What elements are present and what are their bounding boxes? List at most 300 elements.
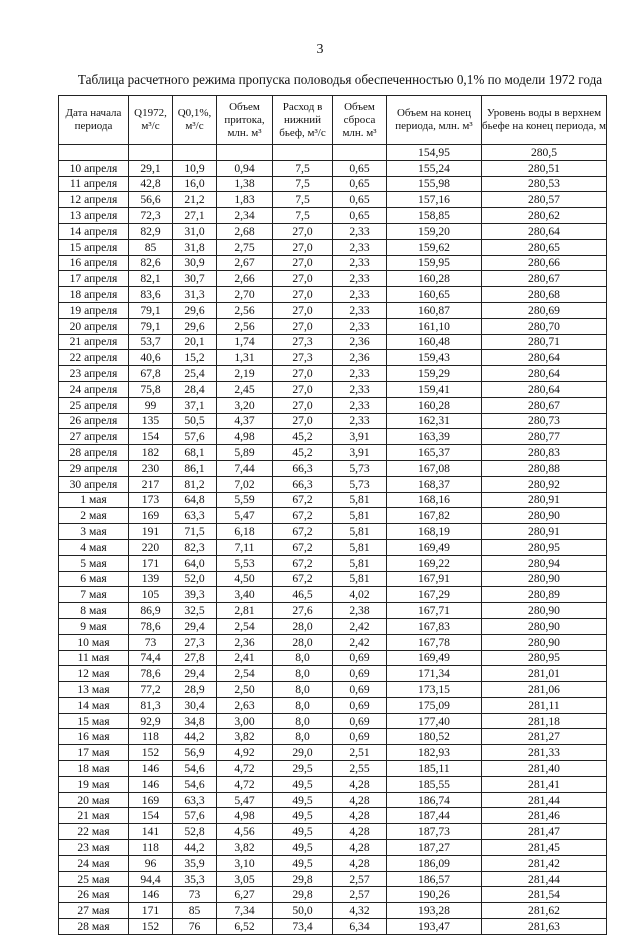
cell-flow: 49,5	[273, 840, 333, 856]
page-number: 3	[316, 42, 324, 57]
cell-dump: 6,34	[333, 919, 387, 935]
cell-dump: 0,69	[333, 713, 387, 729]
table-row	[59, 287, 607, 303]
cell-inflow: 3,05	[217, 871, 273, 887]
cell-inflow: 2,70	[217, 287, 273, 303]
cell-inflow: 4,37	[217, 413, 273, 429]
cell-dump: 5,81	[333, 571, 387, 587]
cell-inflow: 1,83	[217, 192, 273, 208]
cell-date: 17 апреля	[59, 271, 129, 287]
cell-dump: 4,02	[333, 587, 387, 603]
cell-inflow: 5,47	[217, 792, 273, 808]
cell-q1972: 135	[129, 413, 173, 429]
cell-flow: 8,0	[273, 713, 333, 729]
cell-q1972: 73	[129, 634, 173, 650]
table-row	[59, 208, 607, 224]
header-volume: Объем на конец периода, млн. м³	[387, 96, 482, 145]
cell-date: 10 мая	[59, 634, 129, 650]
cell-inflow: 1,74	[217, 334, 273, 350]
cell-volume: 169,49	[387, 539, 482, 555]
cell-date: 8 мая	[59, 603, 129, 619]
table-row	[59, 413, 607, 429]
cell-level: 281,40	[482, 761, 607, 777]
cell-date: 1 мая	[59, 492, 129, 508]
cell-volume: 185,11	[387, 761, 482, 777]
cell-level: 280,89	[482, 587, 607, 603]
table-row	[59, 761, 607, 777]
cell-flow: 8,0	[273, 697, 333, 713]
cell-q1972: 146	[129, 776, 173, 792]
cell-volume: 177,40	[387, 713, 482, 729]
table-row	[59, 666, 607, 682]
table-row	[59, 223, 607, 239]
cell-flow: 27,0	[273, 413, 333, 429]
cell-flow: 7,5	[273, 192, 333, 208]
cell-q01: 20,1	[173, 334, 217, 350]
cell-q1972: 75,8	[129, 381, 173, 397]
cell-volume: 167,78	[387, 634, 482, 650]
cell-dump: 4,28	[333, 808, 387, 824]
cell-level: 281,63	[482, 919, 607, 935]
cell-dump: 2,33	[333, 318, 387, 334]
cell-q1972: 141	[129, 824, 173, 840]
cell-q01: 32,5	[173, 603, 217, 619]
cell-q1972: 99	[129, 397, 173, 413]
cell-q1972: 56,6	[129, 192, 173, 208]
cell-inflow: 2,45	[217, 381, 273, 397]
cell-inflow: 7,11	[217, 539, 273, 555]
table-row	[59, 555, 607, 571]
cell-q01: 64,8	[173, 492, 217, 508]
table-row	[59, 381, 607, 397]
cell-flow: 27,0	[273, 381, 333, 397]
cell-q01: 15,2	[173, 350, 217, 366]
table-row	[59, 429, 607, 445]
table-row	[59, 524, 607, 540]
cell-flow: 27,0	[273, 287, 333, 303]
cell-dump: 4,28	[333, 792, 387, 808]
cell-level: 280,83	[482, 445, 607, 461]
cell-q01: 35,3	[173, 871, 217, 887]
cell-flow: 45,2	[273, 429, 333, 445]
cell-flow: 8,0	[273, 666, 333, 682]
cell-q1972: 139	[129, 571, 173, 587]
cell-flow: 49,5	[273, 808, 333, 824]
header-flow: Расход в нижний бьеф, м³/с	[273, 96, 333, 145]
cell-dump: 4,28	[333, 840, 387, 856]
cell-dump: 2,57	[333, 871, 387, 887]
cell-inflow: 4,72	[217, 776, 273, 792]
cell-level: 280,64	[482, 381, 607, 397]
table-row	[59, 239, 607, 255]
cell-dump: 5,81	[333, 492, 387, 508]
table-row	[59, 318, 607, 334]
cell-volume: 157,16	[387, 192, 482, 208]
cell-date	[59, 145, 129, 161]
cell-flow: 27,0	[273, 397, 333, 413]
cell-date: 28 апреля	[59, 445, 129, 461]
table-row	[59, 840, 607, 856]
cell-level: 281,62	[482, 903, 607, 919]
cell-q1972: 83,6	[129, 287, 173, 303]
cell-dump: 0,65	[333, 192, 387, 208]
cell-flow: 66,3	[273, 476, 333, 492]
cell-level: 280,94	[482, 555, 607, 571]
cell-level: 280,92	[482, 476, 607, 492]
table-row	[59, 919, 607, 935]
cell-dump: 0,69	[333, 697, 387, 713]
cell-inflow: 2,67	[217, 255, 273, 271]
cell-q01: 27,3	[173, 634, 217, 650]
table-row	[59, 792, 607, 808]
cell-date: 19 мая	[59, 776, 129, 792]
cell-flow: 8,0	[273, 682, 333, 698]
cell-inflow	[217, 145, 273, 161]
cell-date: 19 апреля	[59, 302, 129, 318]
cell-q1972: 217	[129, 476, 173, 492]
cell-q1972: 94,4	[129, 871, 173, 887]
cell-volume: 160,48	[387, 334, 482, 350]
cell-volume: 167,71	[387, 603, 482, 619]
cell-q1972: 96	[129, 855, 173, 871]
cell-level: 281,01	[482, 666, 607, 682]
cell-q01: 63,3	[173, 508, 217, 524]
cell-q01: 31,0	[173, 223, 217, 239]
cell-q1972: 72,3	[129, 208, 173, 224]
cell-dump: 0,65	[333, 160, 387, 176]
cell-level: 280,91	[482, 524, 607, 540]
cell-level: 281,44	[482, 871, 607, 887]
cell-dump: 2,51	[333, 745, 387, 761]
cell-q1972: 82,1	[129, 271, 173, 287]
cell-flow: 29,0	[273, 745, 333, 761]
cell-q01: 35,9	[173, 855, 217, 871]
cell-date: 28 мая	[59, 919, 129, 935]
cell-flow: 67,2	[273, 571, 333, 587]
cell-volume: 187,27	[387, 840, 482, 856]
cell-flow: 66,3	[273, 460, 333, 476]
cell-date: 11 апреля	[59, 176, 129, 192]
table-row	[59, 697, 607, 713]
cell-date: 9 мая	[59, 618, 129, 634]
cell-inflow: 2,19	[217, 366, 273, 382]
table-row	[59, 397, 607, 413]
cell-date: 15 апреля	[59, 239, 129, 255]
cell-inflow: 6,27	[217, 887, 273, 903]
cell-q01: 56,9	[173, 745, 217, 761]
cell-volume: 168,16	[387, 492, 482, 508]
table-row	[59, 508, 607, 524]
table-row	[59, 650, 607, 666]
cell-flow: 67,2	[273, 524, 333, 540]
cell-volume: 173,15	[387, 682, 482, 698]
cell-dump: 3,91	[333, 445, 387, 461]
cell-date: 21 мая	[59, 808, 129, 824]
cell-level: 281,54	[482, 887, 607, 903]
cell-dump: 5,81	[333, 539, 387, 555]
cell-date: 6 мая	[59, 571, 129, 587]
cell-date: 12 мая	[59, 666, 129, 682]
header-q01: Q0,1%, м³/с	[173, 96, 217, 145]
cell-dump: 3,91	[333, 429, 387, 445]
cell-q1972: 29,1	[129, 160, 173, 176]
cell-flow: 28,0	[273, 618, 333, 634]
cell-flow: 67,2	[273, 539, 333, 555]
cell-volume: 185,55	[387, 776, 482, 792]
cell-inflow: 4,98	[217, 429, 273, 445]
cell-inflow: 5,47	[217, 508, 273, 524]
cell-q1972: 154	[129, 429, 173, 445]
cell-dump: 5,81	[333, 508, 387, 524]
cell-q1972: 86,9	[129, 603, 173, 619]
cell-inflow: 7,02	[217, 476, 273, 492]
cell-level: 280,67	[482, 271, 607, 287]
cell-q1972: 77,2	[129, 682, 173, 698]
cell-volume: 161,10	[387, 318, 482, 334]
cell-inflow: 1,31	[217, 350, 273, 366]
cell-dump: 2,55	[333, 761, 387, 777]
cell-level: 280,90	[482, 508, 607, 524]
cell-date: 22 мая	[59, 824, 129, 840]
cell-dump: 5,73	[333, 476, 387, 492]
cell-level: 281,27	[482, 729, 607, 745]
cell-level: 281,47	[482, 824, 607, 840]
cell-flow: 29,5	[273, 761, 333, 777]
cell-flow: 67,2	[273, 555, 333, 571]
cell-q1972: 78,6	[129, 618, 173, 634]
cell-level: 281,45	[482, 840, 607, 856]
table-row	[59, 855, 607, 871]
cell-level: 280,90	[482, 603, 607, 619]
cell-dump: 4,28	[333, 824, 387, 840]
cell-flow: 27,0	[273, 366, 333, 382]
cell-inflow: 3,82	[217, 729, 273, 745]
cell-flow: 7,5	[273, 160, 333, 176]
cell-date: 16 апреля	[59, 255, 129, 271]
cell-q1972: 74,4	[129, 650, 173, 666]
cell-inflow: 4,98	[217, 808, 273, 824]
cell-q1972: 82,6	[129, 255, 173, 271]
flood-regime-table	[58, 95, 607, 935]
cell-q01: 10,9	[173, 160, 217, 176]
cell-date: 17 мая	[59, 745, 129, 761]
cell-q01: 54,6	[173, 761, 217, 777]
cell-date: 14 мая	[59, 697, 129, 713]
cell-q01: 44,2	[173, 840, 217, 856]
cell-date: 16 мая	[59, 729, 129, 745]
cell-flow: 27,0	[273, 271, 333, 287]
cell-inflow: 2,63	[217, 697, 273, 713]
cell-volume: 160,28	[387, 397, 482, 413]
cell-volume: 162,31	[387, 413, 482, 429]
cell-dump: 5,81	[333, 555, 387, 571]
cell-inflow: 3,00	[217, 713, 273, 729]
cell-dump: 2,36	[333, 350, 387, 366]
cell-q01: 52,8	[173, 824, 217, 840]
cell-level: 280,64	[482, 366, 607, 382]
cell-dump: 2,33	[333, 239, 387, 255]
cell-flow: 27,3	[273, 350, 333, 366]
cell-q1972: 146	[129, 761, 173, 777]
cell-date: 12 апреля	[59, 192, 129, 208]
cell-volume: 160,28	[387, 271, 482, 287]
cell-date: 27 апреля	[59, 429, 129, 445]
cell-q1972: 53,7	[129, 334, 173, 350]
cell-volume: 159,62	[387, 239, 482, 255]
cell-q01: 27,1	[173, 208, 217, 224]
cell-q01: 37,1	[173, 397, 217, 413]
cell-q1972: 81,3	[129, 697, 173, 713]
cell-q1972: 105	[129, 587, 173, 603]
cell-q01: 28,9	[173, 682, 217, 698]
cell-dump: 2,38	[333, 603, 387, 619]
cell-level: 280,62	[482, 208, 607, 224]
cell-volume: 159,41	[387, 381, 482, 397]
cell-date: 24 мая	[59, 855, 129, 871]
cell-level: 280,90	[482, 618, 607, 634]
cell-q01	[173, 145, 217, 161]
cell-volume: 182,93	[387, 745, 482, 761]
cell-dump: 2,33	[333, 223, 387, 239]
cell-q01: 30,9	[173, 255, 217, 271]
cell-date: 18 апреля	[59, 287, 129, 303]
cell-level: 280,53	[482, 176, 607, 192]
cell-date: 23 мая	[59, 840, 129, 856]
table-row	[59, 618, 607, 634]
cell-level: 280,5	[482, 145, 607, 161]
cell-q01: 82,3	[173, 539, 217, 555]
cell-date: 3 мая	[59, 524, 129, 540]
cell-flow: 49,5	[273, 824, 333, 840]
cell-level: 280,95	[482, 650, 607, 666]
cell-date: 20 апреля	[59, 318, 129, 334]
cell-dump: 2,42	[333, 618, 387, 634]
cell-q01: 44,2	[173, 729, 217, 745]
cell-level: 280,64	[482, 350, 607, 366]
cell-q01: 30,7	[173, 271, 217, 287]
header-q1972: Q1972, м³/с	[129, 96, 173, 145]
cell-q01: 86,1	[173, 460, 217, 476]
cell-q1972: 67,8	[129, 366, 173, 382]
table-row	[59, 871, 607, 887]
table-row	[59, 145, 607, 161]
cell-level: 280,65	[482, 239, 607, 255]
cell-inflow: 4,56	[217, 824, 273, 840]
cell-flow: 27,0	[273, 318, 333, 334]
table-row	[59, 887, 607, 903]
cell-inflow: 2,56	[217, 318, 273, 334]
table-body	[59, 145, 607, 935]
cell-level: 280,68	[482, 287, 607, 303]
table-row	[59, 302, 607, 318]
table-row	[59, 271, 607, 287]
cell-date: 4 мая	[59, 539, 129, 555]
cell-inflow: 6,18	[217, 524, 273, 540]
cell-volume: 167,08	[387, 460, 482, 476]
cell-q01: 81,2	[173, 476, 217, 492]
cell-q1972: 169	[129, 792, 173, 808]
header-level: Уровень воды в верхнем бьефе на конец периода, м	[482, 96, 607, 145]
cell-q1972: 146	[129, 887, 173, 903]
cell-dump: 5,81	[333, 524, 387, 540]
cell-dump: 2,33	[333, 271, 387, 287]
cell-dump: 5,73	[333, 460, 387, 476]
cell-level: 280,70	[482, 318, 607, 334]
cell-dump: 2,33	[333, 287, 387, 303]
cell-q1972: 152	[129, 745, 173, 761]
cell-inflow: 2,54	[217, 618, 273, 634]
cell-inflow: 2,41	[217, 650, 273, 666]
cell-q1972: 92,9	[129, 713, 173, 729]
cell-volume: 160,65	[387, 287, 482, 303]
cell-dump: 2,33	[333, 302, 387, 318]
cell-date: 7 мая	[59, 587, 129, 603]
cell-volume: 155,24	[387, 160, 482, 176]
cell-flow: 27,0	[273, 223, 333, 239]
cell-volume: 180,52	[387, 729, 482, 745]
cell-flow: 29,8	[273, 871, 333, 887]
cell-date: 22 апреля	[59, 350, 129, 366]
cell-flow: 49,5	[273, 855, 333, 871]
cell-q01: 39,3	[173, 587, 217, 603]
table-row	[59, 713, 607, 729]
table-title: Таблица расчетного режима пропуска половодья обеспеченностью 0,1% по модели 1972 года	[77, 72, 603, 87]
cell-inflow: 2,68	[217, 223, 273, 239]
cell-flow: 27,6	[273, 603, 333, 619]
cell-dump: 2,33	[333, 381, 387, 397]
cell-inflow: 2,34	[217, 208, 273, 224]
cell-volume: 171,34	[387, 666, 482, 682]
cell-dump: 2,33	[333, 413, 387, 429]
cell-flow: 29,8	[273, 887, 333, 903]
cell-dump: 0,65	[333, 208, 387, 224]
cell-date: 26 мая	[59, 887, 129, 903]
cell-level: 281,11	[482, 697, 607, 713]
cell-volume: 193,28	[387, 903, 482, 919]
cell-date: 13 мая	[59, 682, 129, 698]
cell-volume: 186,09	[387, 855, 482, 871]
cell-q01: 29,6	[173, 318, 217, 334]
cell-flow: 67,2	[273, 508, 333, 524]
cell-inflow: 4,92	[217, 745, 273, 761]
cell-q1972: 40,6	[129, 350, 173, 366]
cell-level: 280,64	[482, 223, 607, 239]
cell-inflow: 3,20	[217, 397, 273, 413]
cell-q1972: 152	[129, 919, 173, 935]
cell-dump: 2,33	[333, 255, 387, 271]
cell-q01: 54,6	[173, 776, 217, 792]
cell-flow: 7,5	[273, 208, 333, 224]
cell-dump: 4,28	[333, 776, 387, 792]
cell-date: 29 апреля	[59, 460, 129, 476]
table-row	[59, 571, 607, 587]
cell-q01: 52,0	[173, 571, 217, 587]
header-dump: Объем сброса млн. м³	[333, 96, 387, 145]
cell-inflow: 2,81	[217, 603, 273, 619]
table-row	[59, 776, 607, 792]
cell-level: 281,46	[482, 808, 607, 824]
cell-flow: 8,0	[273, 729, 333, 745]
cell-q01: 76	[173, 919, 217, 935]
cell-inflow: 4,50	[217, 571, 273, 587]
cell-q1972: 118	[129, 729, 173, 745]
cell-flow: 27,0	[273, 302, 333, 318]
cell-volume: 165,37	[387, 445, 482, 461]
cell-volume: 168,37	[387, 476, 482, 492]
cell-dump: 0,69	[333, 682, 387, 698]
table-row	[59, 176, 607, 192]
table-row	[59, 492, 607, 508]
